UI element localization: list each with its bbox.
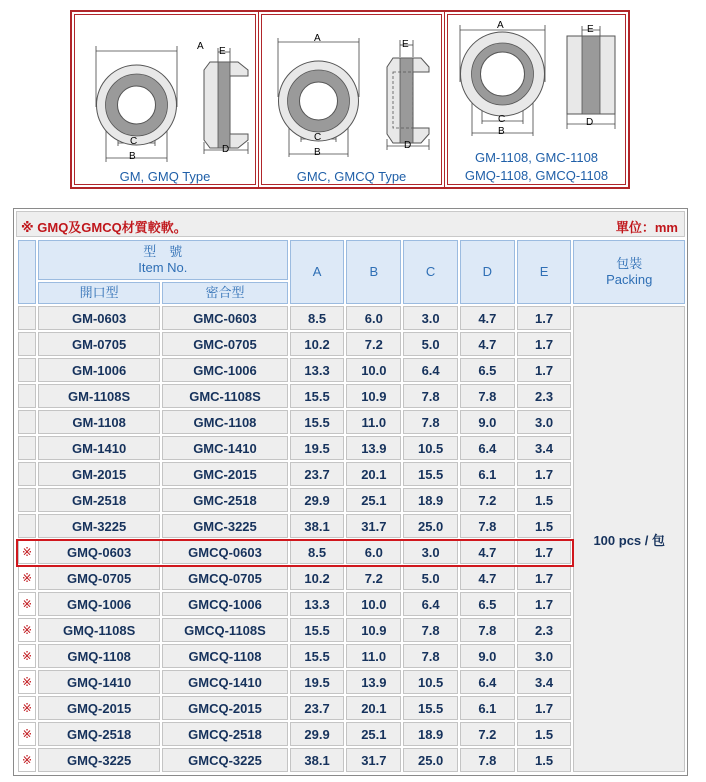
- cell-d: 7.8: [460, 748, 515, 772]
- cell-a: 23.7: [290, 696, 345, 720]
- packing-value: 100 pcs / 包: [573, 306, 685, 772]
- cell-open: GMQ-2015: [38, 696, 160, 720]
- cell-e: 2.3: [517, 384, 572, 408]
- cell-e: 1.7: [517, 592, 572, 616]
- cell-closed: GMC-1006: [162, 358, 287, 382]
- cell-open: GM-1006: [38, 358, 160, 382]
- col-d-header: D: [460, 240, 515, 304]
- cell-b: 11.0: [346, 644, 401, 668]
- cell-open: GMQ-1410: [38, 670, 160, 694]
- cell-d: 6.4: [460, 436, 515, 460]
- cell-e: 3.0: [517, 644, 572, 668]
- cell-e: 1.5: [517, 488, 572, 512]
- cell-a: 8.5: [290, 306, 345, 330]
- soft-material-mark: ※: [18, 618, 36, 642]
- cell-d: 4.7: [460, 540, 515, 564]
- soft-material-mark: ※: [18, 566, 36, 590]
- cell-a: 13.3: [290, 358, 345, 382]
- cell-e: 1.5: [517, 748, 572, 772]
- cell-e: 1.7: [517, 332, 572, 356]
- soft-material-mark: [18, 462, 36, 486]
- col-a-header: A: [290, 240, 345, 304]
- dimension-label-e: E: [587, 24, 594, 35]
- cell-b: 25.1: [346, 488, 401, 512]
- cell-a: 29.9: [290, 722, 345, 746]
- cell-a: 19.5: [290, 436, 345, 460]
- cell-a: 8.5: [290, 540, 345, 564]
- cell-open: GM-0603: [38, 306, 160, 330]
- col-b-header: B: [346, 240, 401, 304]
- dimension-label-c: C: [314, 132, 322, 143]
- grommet-drawing-closed: [259, 12, 445, 191]
- soft-material-mark: [18, 358, 36, 382]
- dimension-label-d: D: [404, 140, 412, 151]
- diagram-caption: [259, 168, 444, 186]
- cell-closed: GMC-0603: [162, 306, 287, 330]
- cell-d: 7.8: [460, 618, 515, 642]
- cell-c: 15.5: [403, 462, 458, 486]
- cell-open: GMQ-0603: [38, 540, 160, 564]
- cell-e: 3.4: [517, 670, 572, 694]
- cell-a: 38.1: [290, 748, 345, 772]
- dimension-label-e: E: [402, 39, 409, 50]
- cell-d: 6.1: [460, 696, 515, 720]
- cell-b: 7.2: [346, 566, 401, 590]
- cell-open: GMQ-3225: [38, 748, 160, 772]
- soft-material-mark: ※: [18, 644, 36, 668]
- cell-d: 6.4: [460, 670, 515, 694]
- mark-header: [18, 240, 36, 304]
- cell-b: 10.0: [346, 358, 401, 382]
- cell-open: GMQ-2518: [38, 722, 160, 746]
- cell-c: 25.0: [403, 748, 458, 772]
- model-header-en: Item No.: [138, 260, 188, 275]
- cell-b: 10.0: [346, 592, 401, 616]
- cell-c: 10.5: [403, 670, 458, 694]
- dimension-label-d: D: [586, 117, 594, 128]
- cell-d: 4.7: [460, 566, 515, 590]
- cell-open: GM-3225: [38, 514, 160, 538]
- diagram-gmc-gmcq: [259, 12, 445, 187]
- cell-d: 9.0: [460, 410, 515, 434]
- diagram-gm-gmq: [72, 12, 259, 187]
- cell-d: 6.1: [460, 462, 515, 486]
- cell-closed: GMC-2518: [162, 488, 287, 512]
- cell-a: 15.5: [290, 384, 345, 408]
- cell-c: 6.4: [403, 592, 458, 616]
- cell-d: 9.0: [460, 644, 515, 668]
- cell-a: 10.2: [290, 332, 345, 356]
- cell-d: 7.8: [460, 514, 515, 538]
- cell-closed: GMCQ-2518: [162, 722, 287, 746]
- cell-closed: GMCQ-1410: [162, 670, 287, 694]
- soft-material-mark: ※: [18, 722, 36, 746]
- cell-closed: GMCQ-1108: [162, 644, 287, 668]
- soft-material-mark: [18, 514, 36, 538]
- grommet-diagram-panel: [70, 10, 630, 189]
- diagram-caption-line: GM, GMQ Type: [119, 169, 211, 184]
- diagram-caption-line: GM-1108, GMC-1108: [474, 150, 599, 165]
- cell-open: GM-0705: [38, 332, 160, 356]
- cell-a: 15.5: [290, 410, 345, 434]
- cell-open: GMQ-0705: [38, 566, 160, 590]
- grommet-spec-table: [13, 208, 688, 776]
- cell-d: 4.7: [460, 306, 515, 330]
- cell-c: 3.0: [403, 540, 458, 564]
- cell-e: 1.7: [517, 540, 572, 564]
- cell-b: 11.0: [346, 410, 401, 434]
- cell-b: 6.0: [346, 306, 401, 330]
- cell-e: 1.7: [517, 566, 572, 590]
- cell-open: GMQ-1108: [38, 644, 160, 668]
- cell-open: GM-2518: [38, 488, 160, 512]
- cell-e: 1.7: [517, 306, 572, 330]
- soft-material-mark: [18, 306, 36, 330]
- packing-header-zh: 包裝: [616, 256, 643, 271]
- cell-c: 18.9: [403, 722, 458, 746]
- spec-table: [16, 238, 687, 774]
- cell-d: 7.2: [460, 722, 515, 746]
- cell-a: 19.5: [290, 670, 345, 694]
- cell-c: 15.5: [403, 696, 458, 720]
- cell-a: 10.2: [290, 566, 345, 590]
- cell-b: 13.9: [346, 670, 401, 694]
- cell-d: 6.5: [460, 358, 515, 382]
- cell-closed: GMCQ-1108S: [162, 618, 287, 642]
- cell-d: 7.8: [460, 384, 515, 408]
- cell-b: 31.7: [346, 514, 401, 538]
- dimension-label-b: B: [498, 126, 505, 137]
- cell-open: GM-1410: [38, 436, 160, 460]
- cell-open: GM-1108S: [38, 384, 160, 408]
- cell-open: GM-2015: [38, 462, 160, 486]
- note-bar: [16, 211, 685, 237]
- dimension-label-a: A: [497, 20, 504, 31]
- cell-closed: GMCQ-3225: [162, 748, 287, 772]
- cell-c: 25.0: [403, 514, 458, 538]
- cell-open: GM-1108: [38, 410, 160, 434]
- model-header-zh: 型 號: [143, 244, 183, 259]
- soft-material-mark: ※: [18, 670, 36, 694]
- cell-closed: GMC-3225: [162, 514, 287, 538]
- dimension-label-b: B: [129, 151, 136, 162]
- soft-material-mark: [18, 488, 36, 512]
- unit-label: 單位：mm: [615, 220, 678, 235]
- cell-a: 15.5: [290, 618, 345, 642]
- dimension-label-c: C: [130, 136, 138, 147]
- cell-a: 23.7: [290, 462, 345, 486]
- cell-c: 7.8: [403, 644, 458, 668]
- soft-material-mark: ※: [18, 540, 36, 564]
- cell-e: 1.5: [517, 722, 572, 746]
- cell-open: GMQ-1108S: [38, 618, 160, 642]
- soft-material-mark: [18, 436, 36, 460]
- cell-c: 3.0: [403, 306, 458, 330]
- cell-d: 7.2: [460, 488, 515, 512]
- soft-material-mark: ※: [18, 592, 36, 616]
- cell-closed: GMC-1108: [162, 410, 287, 434]
- cell-b: 10.9: [346, 384, 401, 408]
- item-no-header: [38, 240, 288, 280]
- cell-c: 7.8: [403, 618, 458, 642]
- diagram-1108-series: [445, 12, 628, 187]
- cell-closed: GMC-1410: [162, 436, 287, 460]
- packing-header: [573, 240, 685, 304]
- cell-d: 4.7: [460, 332, 515, 356]
- cell-e: 3.4: [517, 436, 572, 460]
- cell-a: 15.5: [290, 644, 345, 668]
- dimension-label-e: E: [219, 46, 226, 57]
- cell-b: 7.2: [346, 332, 401, 356]
- spec-table-body: [18, 306, 685, 772]
- diagram-caption: [72, 168, 258, 186]
- cell-c: 7.8: [403, 384, 458, 408]
- cell-e: 1.7: [517, 358, 572, 382]
- soft-material-mark: [18, 410, 36, 434]
- cell-b: 13.9: [346, 436, 401, 460]
- cell-closed: GMCQ-0705: [162, 566, 287, 590]
- cell-closed: GMCQ-1006: [162, 592, 287, 616]
- open-type-header: 開口型: [38, 282, 160, 304]
- cell-b: 31.7: [346, 748, 401, 772]
- cell-closed: GMCQ-0603: [162, 540, 287, 564]
- cell-closed: GMC-1108S: [162, 384, 287, 408]
- dimension-label-b: B: [314, 147, 321, 158]
- cell-a: 38.1: [290, 514, 345, 538]
- cell-closed: GMC-0705: [162, 332, 287, 356]
- col-e-header: E: [517, 240, 572, 304]
- cell-c: 6.4: [403, 358, 458, 382]
- material-note: ※ GMQ及GMCQ材質較軟。: [21, 220, 187, 235]
- cell-b: 10.9: [346, 618, 401, 642]
- cell-c: 5.0: [403, 566, 458, 590]
- cell-c: 18.9: [403, 488, 458, 512]
- soft-material-mark: [18, 332, 36, 356]
- cell-open: GMQ-1006: [38, 592, 160, 616]
- cell-b: 20.1: [346, 462, 401, 486]
- dimension-label-c: C: [498, 114, 506, 125]
- cell-a: 29.9: [290, 488, 345, 512]
- cell-closed: GMCQ-2015: [162, 696, 287, 720]
- cell-c: 10.5: [403, 436, 458, 460]
- cell-e: 1.7: [517, 696, 572, 720]
- cell-b: 20.1: [346, 696, 401, 720]
- col-c-header: C: [403, 240, 458, 304]
- cell-e: 2.3: [517, 618, 572, 642]
- cell-e: 1.7: [517, 462, 572, 486]
- cell-c: 7.8: [403, 410, 458, 434]
- cell-e: 3.0: [517, 410, 572, 434]
- cell-d: 6.5: [460, 592, 515, 616]
- cell-b: 6.0: [346, 540, 401, 564]
- packing-header-en: Packing: [606, 272, 653, 287]
- table-row: [18, 306, 685, 330]
- cell-closed: GMC-2015: [162, 462, 287, 486]
- diagram-caption-line: GMC, GMCQ Type: [296, 169, 407, 184]
- diagram-caption-line: GMQ-1108, GMCQ-1108: [464, 168, 609, 183]
- diagram-caption: [445, 149, 628, 185]
- dimension-label-d: D: [222, 144, 230, 155]
- cell-a: 13.3: [290, 592, 345, 616]
- soft-material-mark: ※: [18, 696, 36, 720]
- dimension-label-a: A: [314, 33, 321, 44]
- grommet-drawing-open: [72, 12, 259, 191]
- cell-b: 25.1: [346, 722, 401, 746]
- cell-e: 1.5: [517, 514, 572, 538]
- dimension-label-a: A: [197, 41, 204, 52]
- soft-material-mark: ※: [18, 748, 36, 772]
- cell-c: 5.0: [403, 332, 458, 356]
- soft-material-mark: [18, 384, 36, 408]
- closed-type-header: 密合型: [162, 282, 287, 304]
